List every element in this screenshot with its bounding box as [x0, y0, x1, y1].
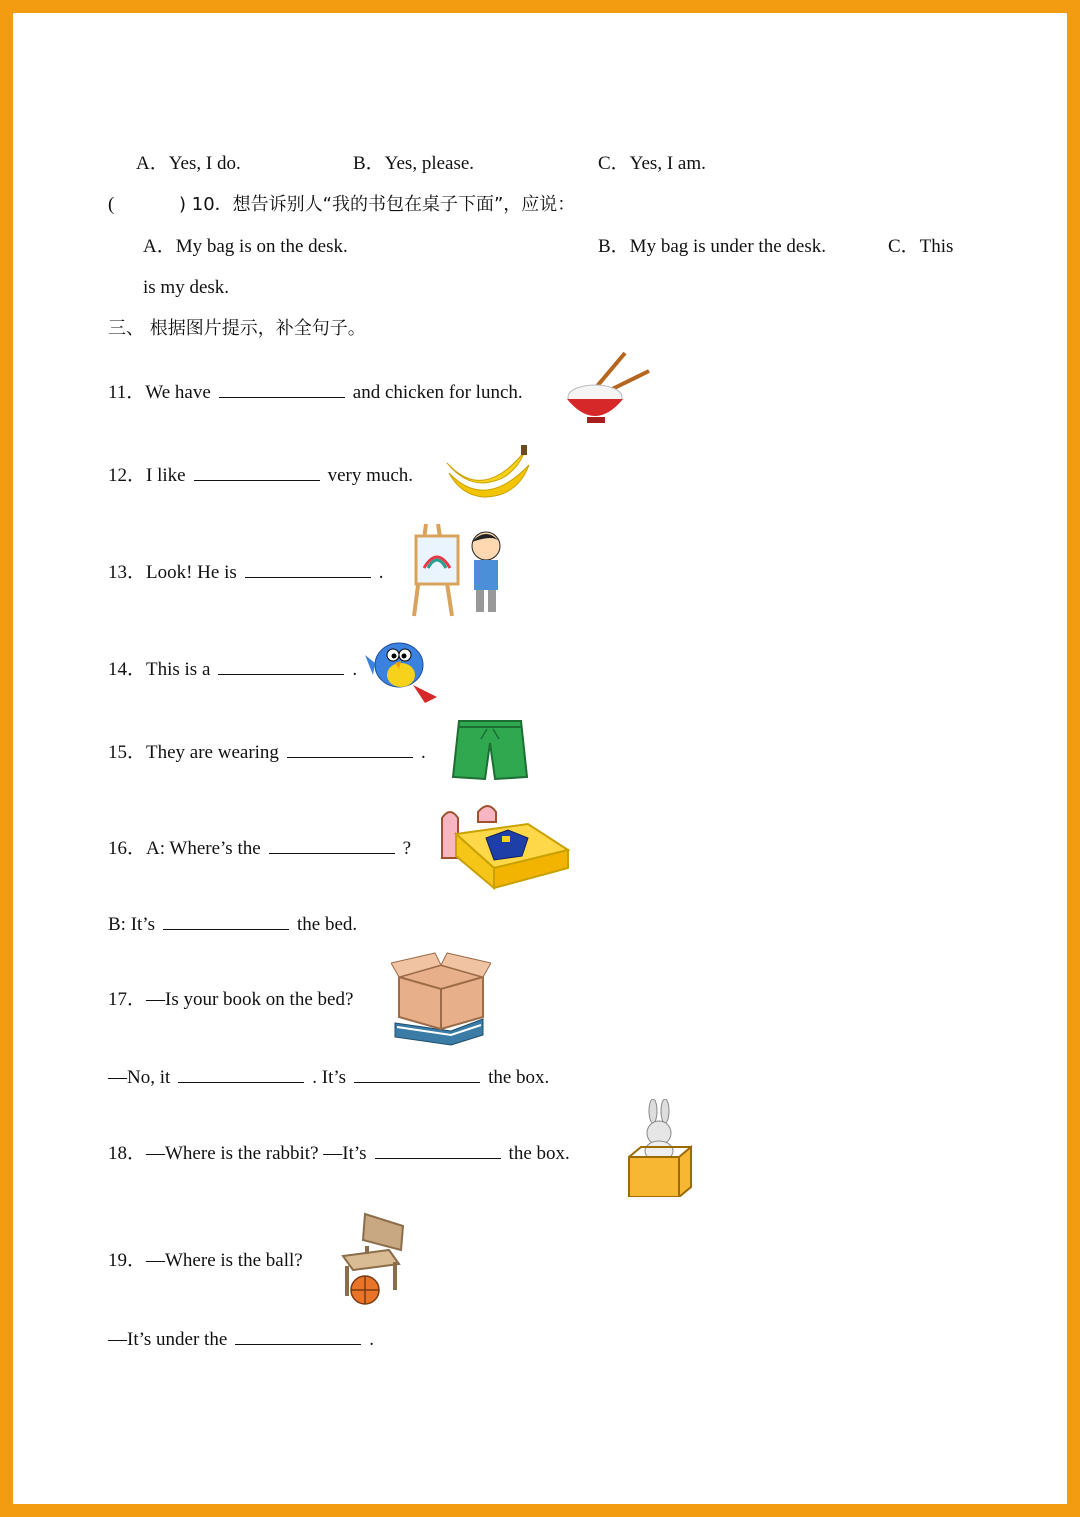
q19-ans-post: . — [369, 1329, 375, 1350]
question-17-answer — [108, 1064, 549, 1090]
q17-ans-post: the box. — [488, 1067, 550, 1088]
answer-blank[interactable] — [375, 1140, 501, 1159]
q13-post: . — [378, 562, 384, 583]
q10-option-b: B．My bag is under the desk. — [598, 236, 826, 257]
answer-blank[interactable] — [245, 559, 371, 578]
question-19: 19．—Where is the ball? — [108, 1250, 303, 1271]
q12-pre: 12．I like — [108, 465, 186, 486]
q10-option-c: C．This — [888, 236, 954, 257]
chair-with-ball-icon — [339, 1210, 407, 1306]
bird-icon — [363, 625, 443, 705]
q18-post: the box. — [508, 1143, 570, 1164]
question-18 — [108, 1140, 570, 1166]
rice-bowl-icon — [563, 351, 653, 426]
answer-blank[interactable] — [194, 462, 320, 481]
question-12 — [108, 462, 413, 488]
q11-pre: 11．We have — [108, 382, 211, 403]
question-16-b — [108, 911, 357, 937]
question-15 — [108, 739, 426, 765]
bed-with-shirt-icon — [438, 798, 573, 893]
answer-blank[interactable] — [178, 1064, 304, 1083]
q15-post: . — [420, 742, 426, 763]
q16-b-post: the bed. — [296, 914, 358, 935]
q16-b-pre: B: It’s — [108, 914, 155, 935]
q10-stem: ) 10．想告诉别人“我的书包在桌子下面”，应说： — [179, 194, 576, 215]
shorts-icon — [451, 717, 529, 783]
worksheet-page — [13, 13, 1067, 1504]
q11-post: and chicken for lunch. — [352, 382, 523, 403]
question-19-answer — [108, 1326, 374, 1352]
q14-post: . — [352, 659, 358, 680]
q10-paren: ( — [108, 194, 115, 215]
q15-pre: 15．They are wearing — [108, 742, 279, 763]
q12-post: very much. — [327, 465, 414, 486]
q10-option-a: A．My bag is on the desk. — [143, 236, 348, 257]
q10-option-c-cont: is my desk. — [143, 277, 230, 298]
question-16 — [108, 835, 411, 861]
q9-option-b: B．Yes, please. — [353, 153, 475, 174]
q18-pre: 18．—Where is the rabbit? —It’s — [108, 1143, 367, 1164]
q14-pre: 14．This is a — [108, 659, 211, 680]
banana-icon — [443, 441, 533, 503]
painting-boy-icon — [408, 518, 508, 618]
q17-ans-pre: —No, it — [108, 1067, 171, 1088]
q9-option-a: A．Yes, I do. — [136, 153, 241, 174]
q16-pre: 16．A: Where’s the — [108, 838, 261, 859]
q19-ans-pre: —It’s under the — [108, 1329, 228, 1350]
answer-blank[interactable] — [269, 835, 395, 854]
question-14 — [108, 656, 357, 682]
answer-blank[interactable] — [219, 379, 345, 398]
rabbit-in-box-icon — [625, 1099, 695, 1197]
q13-pre: 13．Look! He is — [108, 562, 237, 583]
question-17: 17．—Is your book on the bed? — [108, 989, 354, 1010]
answer-blank[interactable] — [163, 911, 289, 930]
answer-blank[interactable] — [287, 739, 413, 758]
answer-blank[interactable] — [354, 1064, 480, 1083]
q9-option-c: C．Yes, I am. — [598, 153, 706, 174]
question-13 — [108, 559, 384, 585]
section-title: 三、 根据图片提示，补全句子。 — [108, 318, 366, 339]
answer-blank[interactable] — [218, 656, 344, 675]
q16-post: ? — [402, 838, 412, 859]
answer-blank[interactable] — [235, 1326, 361, 1345]
question-11 — [108, 379, 523, 405]
box-on-books-icon — [391, 951, 491, 1046]
q17-ans-mid: . It’s — [312, 1067, 347, 1088]
